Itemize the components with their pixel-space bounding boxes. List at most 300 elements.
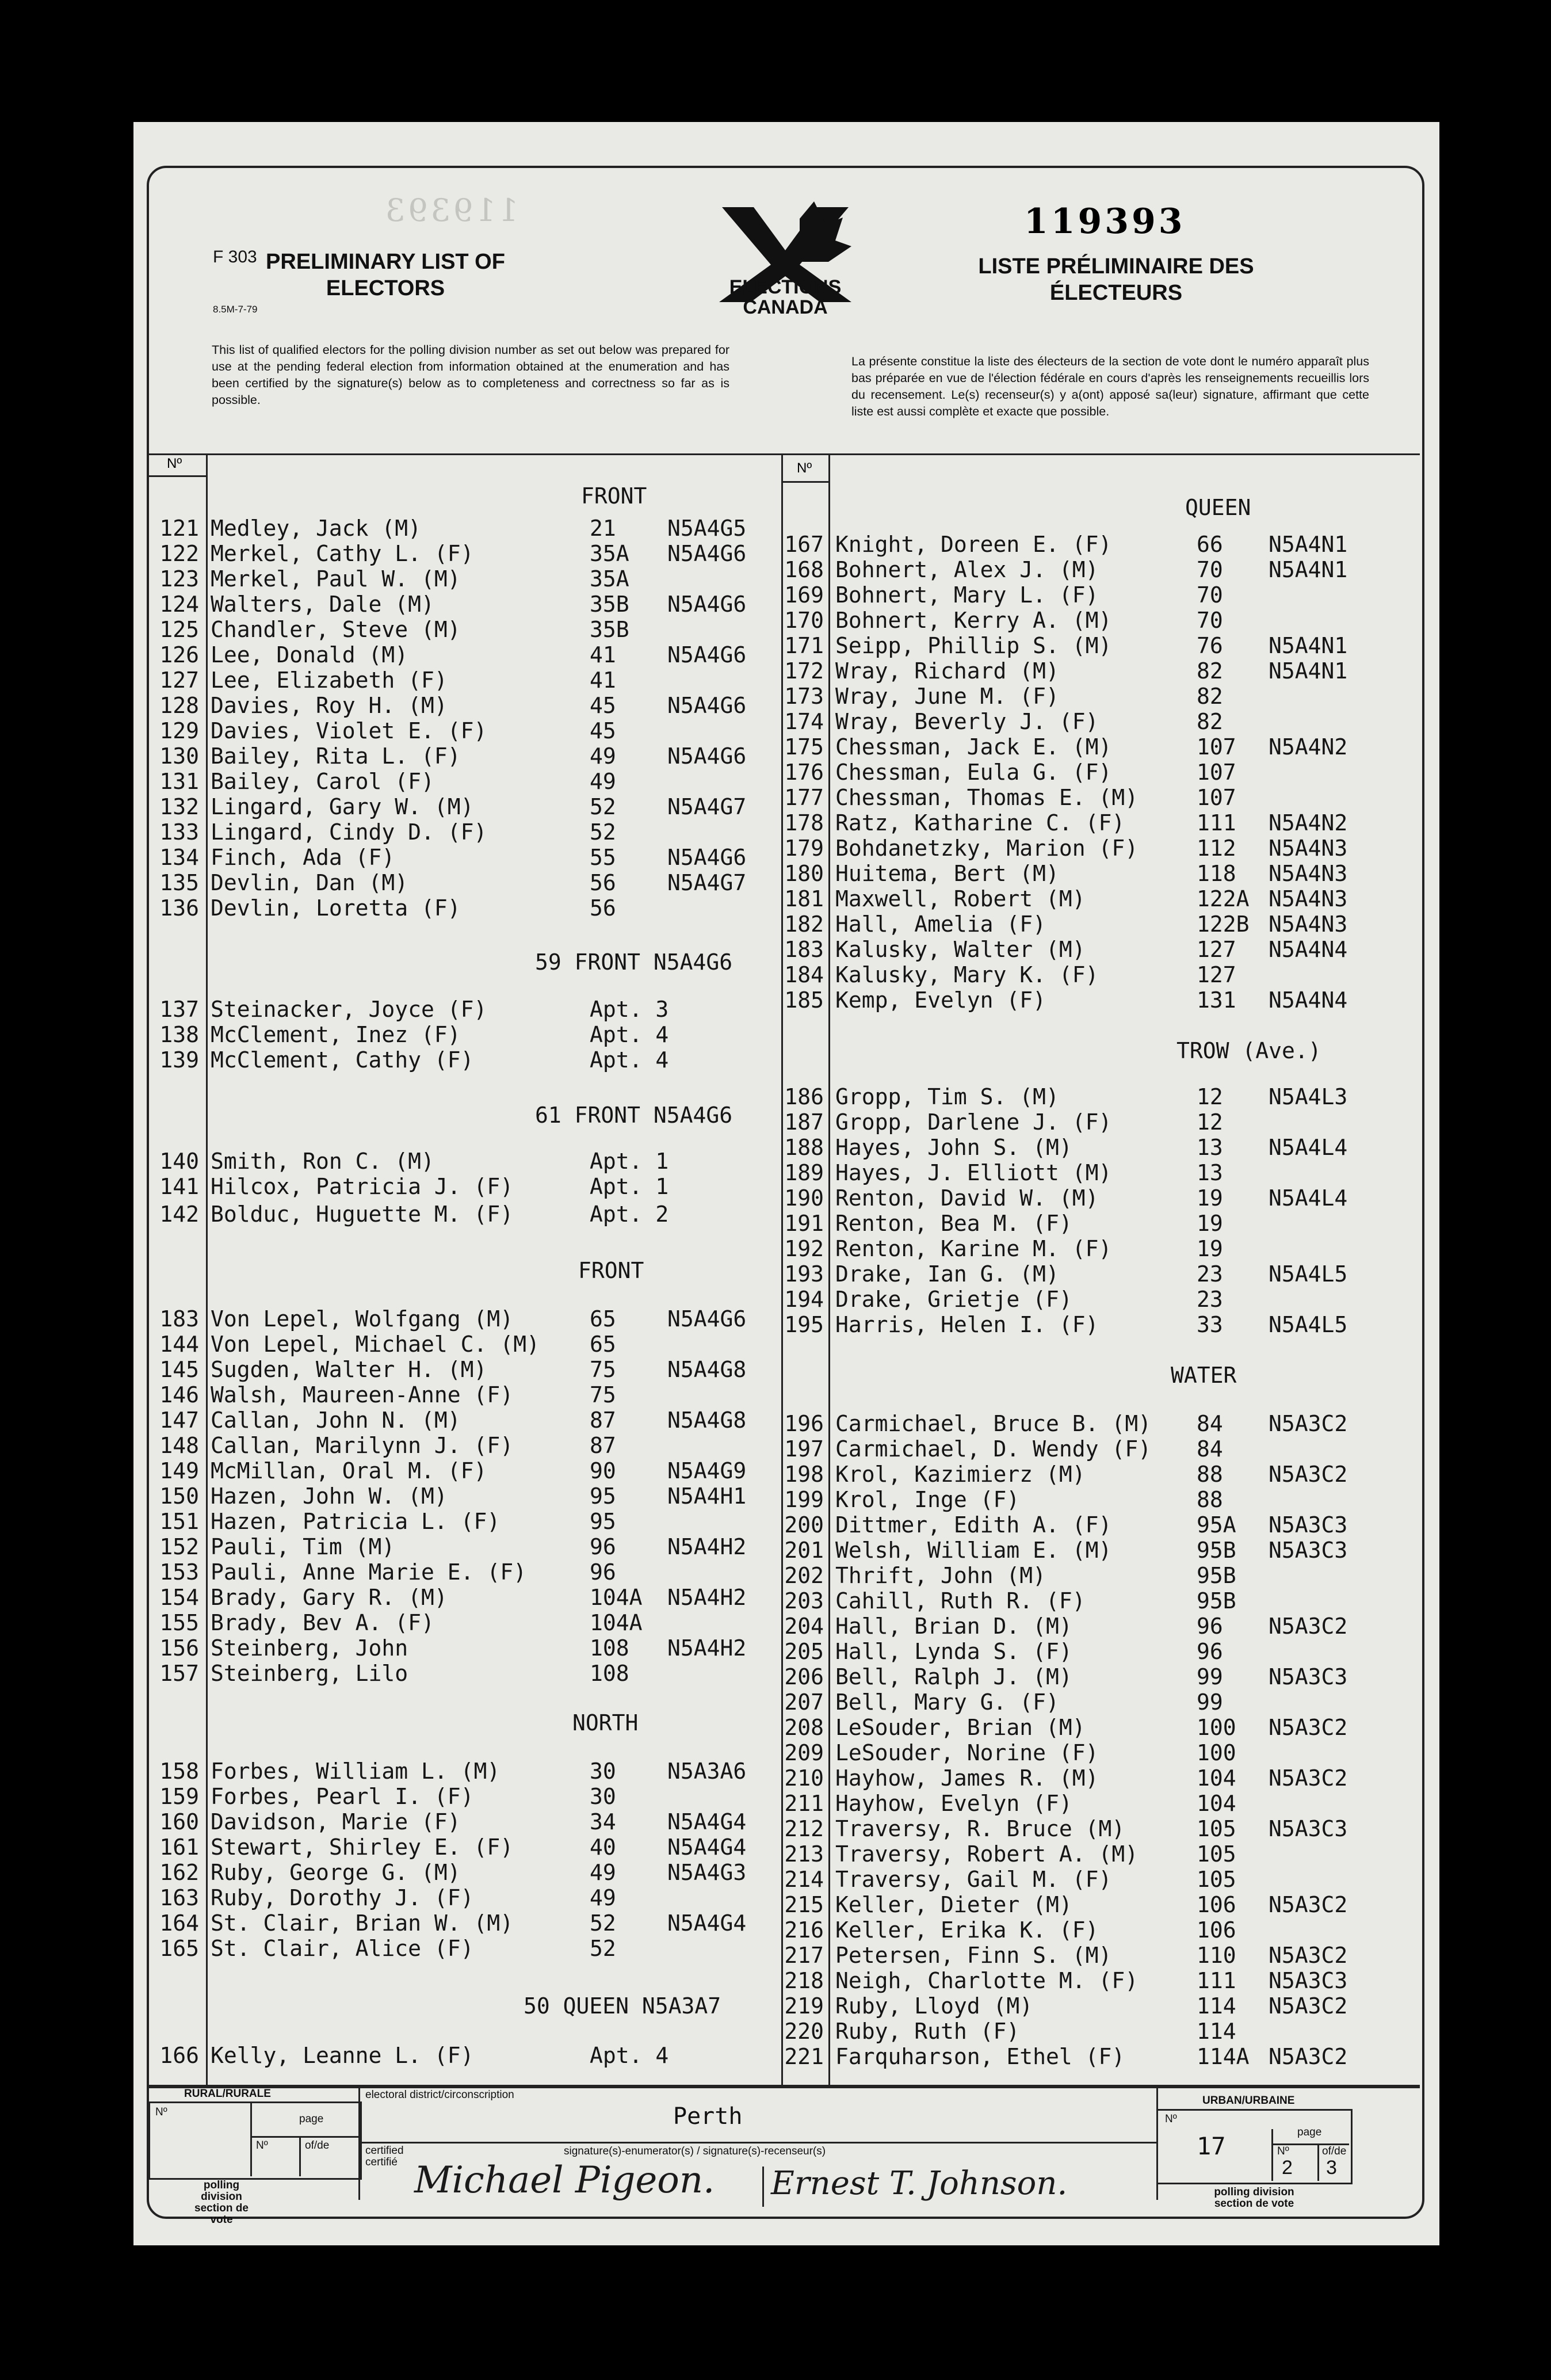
elector-postal-code: N5A4L3 <box>1269 1084 1348 1109</box>
elector-postal-code: N5A4G6 <box>667 743 747 769</box>
elector-number: 131 <box>159 769 199 794</box>
elector-address: 49 <box>590 769 616 794</box>
elector-number: 147 <box>159 1408 199 1433</box>
elector-name: Chessman, Thomas E. (M) <box>835 785 1139 810</box>
elector-address: 99 <box>1197 1689 1223 1715</box>
elector-number: 194 <box>784 1287 824 1312</box>
elector-number: 174 <box>784 709 824 734</box>
elector-number: 154 <box>159 1585 199 1610</box>
elector-address: 70 <box>1197 582 1223 608</box>
street-heading: NORTH <box>572 1710 639 1736</box>
elector-postal-code: N5A4G8 <box>667 1357 747 1382</box>
elector-name: Thrift, John (M) <box>835 1563 1046 1588</box>
elector-address: 33 <box>1197 1312 1223 1337</box>
elector-address: 52 <box>590 1936 616 1961</box>
elector-number: 155 <box>159 1610 199 1635</box>
elector-number: 128 <box>159 693 199 718</box>
elector-address: 106 <box>1197 1917 1236 1943</box>
elector-name: Huitema, Bert (M) <box>835 861 1059 886</box>
elector-postal-code: N5A4N1 <box>1269 658 1348 684</box>
elector-address: 66 <box>1197 532 1223 557</box>
elector-number: 172 <box>784 658 824 684</box>
elector-address: 52 <box>590 819 616 845</box>
elector-name: Ruby, Dorothy J. (F) <box>211 1885 474 1910</box>
elector-postal-code: N5A4N3 <box>1269 861 1348 886</box>
elector-address: 99 <box>1197 1664 1223 1689</box>
elector-name: Traversy, Gail M. (F) <box>835 1867 1112 1892</box>
elector-name: McClement, Inez (F) <box>211 1022 461 1047</box>
elector-name: LeSouder, Brian (M) <box>835 1715 1086 1740</box>
elector-number: 136 <box>159 895 199 921</box>
elector-address: 84 <box>1197 1436 1223 1462</box>
elector-postal-code: N5A4N3 <box>1269 886 1348 911</box>
elector-number: 176 <box>784 760 824 785</box>
elector-number: 210 <box>784 1765 824 1791</box>
elector-postal-code: N5A4N4 <box>1269 987 1348 1013</box>
elector-address: 95 <box>590 1483 616 1509</box>
elector-address: Apt. 1 <box>590 1149 669 1174</box>
rural-page-divider <box>250 2136 358 2138</box>
elector-address: 35A <box>590 566 629 592</box>
elector-number: 140 <box>159 1149 199 1174</box>
notice-english: This list of qualified electors for the polling division number as set out below was prepared for use at the pending federal election from information obtained at the enumeration and has been certified by the signature(s) below as to completeness and correctness so far as is possible. <box>212 343 729 407</box>
elector-address: Apt. 3 <box>590 997 669 1022</box>
elector-number: 201 <box>784 1538 824 1563</box>
elector-address: 127 <box>1197 962 1236 987</box>
rural-no-divider <box>250 2101 252 2176</box>
elector-name: Wray, Richard (M) <box>835 658 1059 684</box>
elector-number: 203 <box>784 1588 824 1614</box>
elector-number: 122 <box>159 541 199 566</box>
elector-name: Neigh, Charlotte M. (F) <box>835 1968 1139 1993</box>
elector-number: 158 <box>159 1759 199 1784</box>
right-number-column-rule <box>828 453 830 2085</box>
urban-of-label: of/de <box>1322 2145 1347 2157</box>
elector-name: Traversy, Robert A. (M) <box>835 1841 1139 1867</box>
elector-name: Bolduc, Huguette M. (F) <box>211 1202 514 1227</box>
rural-page-label: page <box>299 2113 324 2125</box>
elector-name: Hall, Lynda S. (F) <box>835 1639 1072 1664</box>
elector-postal-code: N5A4G4 <box>667 1809 747 1834</box>
elector-name: LeSouder, Norine (F) <box>835 1740 1099 1765</box>
elector-name: Seipp, Phillip S. (M) <box>835 633 1112 658</box>
elector-number: 121 <box>159 516 199 541</box>
elector-address: 108 <box>590 1661 629 1686</box>
elector-number: 192 <box>784 1236 824 1261</box>
elector-address: 111 <box>1197 810 1236 836</box>
elector-address: 114 <box>1197 2019 1236 2044</box>
elector-postal-code: N5A4G7 <box>667 794 747 819</box>
elector-number: 132 <box>159 794 199 819</box>
elector-number: 145 <box>159 1357 199 1382</box>
elector-name: Steinacker, Joyce (F) <box>211 997 487 1022</box>
elector-number: 148 <box>159 1433 199 1458</box>
elector-address: 104 <box>1197 1791 1236 1816</box>
elector-name: Forbes, William L. (M) <box>211 1759 501 1784</box>
elector-name: Devlin, Dan (M) <box>211 870 408 895</box>
serial-number: 119393 <box>1024 201 1186 242</box>
elector-number: 205 <box>784 1639 824 1664</box>
elector-name: Kalusky, Walter (M) <box>835 937 1086 962</box>
elector-number: 135 <box>159 870 199 895</box>
elector-postal-code: N5A4G3 <box>667 1860 747 1885</box>
elector-postal-code: N5A3C3 <box>1269 1512 1348 1538</box>
elector-number: 189 <box>784 1160 824 1185</box>
elector-name: Ruby, Ruth (F) <box>835 2019 1020 2044</box>
elector-postal-code: N5A3A6 <box>667 1759 747 1784</box>
elector-name: Petersen, Finn S. (M) <box>835 1943 1112 1968</box>
left-number-column-rule <box>206 453 208 2085</box>
elector-name: Chandler, Steve (M) <box>211 617 461 642</box>
elector-address: 65 <box>590 1306 616 1332</box>
rural-box <box>148 2101 362 2180</box>
elector-number: 149 <box>159 1458 199 1483</box>
elector-name: Bohnert, Mary L. (F) <box>835 582 1099 608</box>
elector-name: Sugden, Walter H. (M) <box>211 1357 487 1382</box>
elector-number: 179 <box>784 836 824 861</box>
elector-name: Hazen, Patricia L. (F) <box>211 1509 501 1534</box>
certified-label: certified certifié <box>365 2145 404 2168</box>
urban-page-no-value: 2 <box>1282 2157 1293 2179</box>
elector-address: 75 <box>590 1357 616 1382</box>
elector-name: Steinberg, Lilo <box>211 1661 408 1686</box>
elector-name: Lingard, Gary W. (M) <box>211 794 474 819</box>
elector-name: Renton, Karine M. (F) <box>835 1236 1112 1261</box>
elector-postal-code: N5A4G4 <box>667 1910 747 1936</box>
title-english: PRELIMINARY LIST OF ELECTORS <box>266 250 505 300</box>
street-heading: WATER <box>1171 1363 1237 1388</box>
elector-postal-code: N5A3C2 <box>1269 1892 1348 1917</box>
elector-name: Keller, Dieter (M) <box>835 1892 1072 1917</box>
elector-number: 150 <box>159 1483 199 1509</box>
elector-postal-code: N5A4G6 <box>667 592 747 617</box>
title-french: LISTE PRÉLIMINAIRE DES ÉLECTEURS <box>978 254 1254 305</box>
elector-address: 104A <box>590 1585 643 1610</box>
elector-name: Wray, Beverly J. (F) <box>835 709 1099 734</box>
elector-postal-code: N5A3C3 <box>1269 1664 1348 1689</box>
elector-name: Hayhow, Evelyn (F) <box>835 1791 1072 1816</box>
elector-postal-code: N5A4G9 <box>667 1458 747 1483</box>
elector-number: 178 <box>784 810 824 836</box>
elector-number: 152 <box>159 1534 199 1559</box>
elector-address: 34 <box>590 1809 616 1834</box>
elector-name: Walters, Dale (M) <box>211 592 434 617</box>
elector-address: 19 <box>1197 1211 1223 1236</box>
elector-number: 206 <box>784 1664 824 1689</box>
elector-address: 131 <box>1197 987 1236 1013</box>
elector-name: Chessman, Jack E. (M) <box>835 734 1112 760</box>
elector-number: 124 <box>159 592 199 617</box>
elector-number: 184 <box>784 962 824 987</box>
elector-address: 96 <box>590 1534 616 1559</box>
elector-number: 214 <box>784 1867 824 1892</box>
elector-number: 202 <box>784 1563 824 1588</box>
elector-name: Harris, Helen I. (F) <box>835 1312 1099 1337</box>
elector-number: 142 <box>159 1202 199 1227</box>
left-no-header: Nº <box>167 456 182 471</box>
elector-name: Keller, Erika K. (F) <box>835 1917 1099 1943</box>
elector-address: 87 <box>590 1408 616 1433</box>
elector-name: Callan, Marilynn J. (F) <box>211 1433 514 1458</box>
elector-postal-code: N5A4G5 <box>667 516 747 541</box>
elector-address: 82 <box>1197 658 1223 684</box>
elector-name: Kalusky, Mary K. (F) <box>835 962 1099 987</box>
elector-number: 167 <box>784 532 824 557</box>
elector-number: 197 <box>784 1436 824 1462</box>
elector-postal-code: N5A3C2 <box>1269 2044 1348 2069</box>
elector-name: Davidson, Marie (F) <box>211 1809 461 1834</box>
elector-number: 180 <box>784 861 824 886</box>
elector-address: 127 <box>1197 937 1236 962</box>
elector-address: 12 <box>1197 1084 1223 1109</box>
elector-name: Welsh, William E. (M) <box>835 1538 1112 1563</box>
elector-address: 56 <box>590 895 616 921</box>
elector-postal-code: N5A3C2 <box>1269 1765 1348 1791</box>
elector-name: Bailey, Rita L. (F) <box>211 743 461 769</box>
elector-address: 95A <box>1197 1512 1236 1538</box>
elector-postal-code: N5A4G6 <box>667 845 747 870</box>
elector-number: 191 <box>784 1211 824 1236</box>
street-heading: TROW (Ave.) <box>1176 1038 1321 1063</box>
elector-name: Bohdanetzky, Marion (F) <box>835 836 1139 861</box>
elector-number: 159 <box>159 1784 199 1809</box>
elector-address: 108 <box>590 1635 629 1661</box>
elector-name: Gropp, Tim S. (M) <box>835 1084 1059 1109</box>
elector-name: Hall, Brian D. (M) <box>835 1614 1072 1639</box>
elector-name: McClement, Cathy (F) <box>211 1047 474 1073</box>
elector-postal-code: N5A4N1 <box>1269 532 1348 557</box>
elector-number: 209 <box>784 1740 824 1765</box>
elector-number: 183 <box>159 1306 199 1332</box>
enumerator-signature-2: Ernest T. Johnson. <box>771 2165 1068 2202</box>
elector-address: 88 <box>1197 1487 1223 1512</box>
elector-address: 13 <box>1197 1160 1223 1185</box>
elector-number: 218 <box>784 1968 824 1993</box>
elector-address: 106 <box>1197 1892 1236 1917</box>
elector-postal-code: N5A4N1 <box>1269 633 1348 658</box>
elector-address: 95B <box>1197 1538 1236 1563</box>
elector-postal-code: N5A4G7 <box>667 870 747 895</box>
elector-name: Krol, Kazimierz (M) <box>835 1462 1086 1487</box>
elector-name: Bell, Mary G. (F) <box>835 1689 1059 1715</box>
elector-number: 187 <box>784 1109 824 1135</box>
elector-name: Lee, Donald (M) <box>211 642 408 668</box>
elector-name: Von Lepel, Michael C. (M) <box>211 1332 540 1357</box>
electoral-district-value: Perth <box>673 2103 743 2130</box>
elector-name: Pauli, Tim (M) <box>211 1534 395 1559</box>
elector-name: McMillan, Oral M. (F) <box>211 1458 487 1483</box>
elector-address: 96 <box>1197 1639 1223 1664</box>
elector-address: 95 <box>590 1509 616 1534</box>
elector-postal-code: N5A4G4 <box>667 1834 747 1860</box>
elector-number: 190 <box>784 1185 824 1211</box>
urban-label: URBAN/URBAINE <box>1202 2095 1295 2107</box>
elector-address: 84 <box>1197 1411 1223 1436</box>
elector-name: Knight, Doreen E. (F) <box>835 532 1112 557</box>
elector-name: St. Clair, Alice (F) <box>211 1936 474 1961</box>
elector-address: 70 <box>1197 608 1223 633</box>
elector-address: 49 <box>590 743 616 769</box>
elector-name: Dittmer, Edith A. (F) <box>835 1512 1112 1538</box>
elector-name: Pauli, Anne Marie E. (F) <box>211 1559 527 1585</box>
elector-address: 41 <box>590 668 616 693</box>
urban-no-label: Nº <box>1165 2113 1177 2125</box>
elector-number: 212 <box>784 1816 824 1841</box>
elector-address: Apt. 1 <box>590 1174 669 1199</box>
elector-number: 182 <box>784 911 824 937</box>
street-heading: FRONT <box>581 483 647 509</box>
elector-address: 107 <box>1197 734 1236 760</box>
elector-number: 175 <box>784 734 824 760</box>
elector-postal-code: N5A4L4 <box>1269 1135 1348 1160</box>
elector-number: 164 <box>159 1910 199 1936</box>
elector-name: Smith, Ron C. (M) <box>211 1149 434 1174</box>
elector-number: 134 <box>159 845 199 870</box>
elector-number: 211 <box>784 1791 824 1816</box>
elector-name: Forbes, Pearl I. (F) <box>211 1784 474 1809</box>
elector-address: 45 <box>590 693 616 718</box>
elector-number: 157 <box>159 1661 199 1686</box>
elector-address: 95B <box>1197 1588 1236 1614</box>
elector-number: 162 <box>159 1860 199 1885</box>
elector-address: 114A <box>1197 2044 1250 2069</box>
elector-address: 55 <box>590 845 616 870</box>
elections-canada-logo <box>713 196 857 328</box>
elector-address: 23 <box>1197 1261 1223 1287</box>
elector-postal-code: N5A4G6 <box>667 1306 747 1332</box>
elector-address: 87 <box>590 1433 616 1458</box>
elector-postal-code: N5A4L5 <box>1269 1312 1348 1337</box>
elector-address: Apt. 4 <box>590 1022 669 1047</box>
elector-address: 95B <box>1197 1563 1236 1588</box>
elector-name: Bailey, Carol (F) <box>211 769 434 794</box>
elector-number: 200 <box>784 1512 824 1538</box>
logo-text: ELECTIONS <box>729 276 842 298</box>
elector-postal-code: N5A3C2 <box>1269 1411 1348 1436</box>
elector-number: 204 <box>784 1614 824 1639</box>
elector-address: 112 <box>1197 836 1236 861</box>
elector-postal-code: N5A4H2 <box>667 1635 747 1661</box>
elector-number: 193 <box>784 1261 824 1287</box>
elector-postal-code: N5A4N4 <box>1269 937 1348 962</box>
signature-label: signature(s)-enumerator(s) / signature(s)-recenseur(s) <box>564 2145 826 2157</box>
elector-name: Cahill, Ruth R. (F) <box>835 1588 1086 1614</box>
elector-postal-code: N5A4G6 <box>667 541 747 566</box>
elector-name: Ruby, George G. (M) <box>211 1860 461 1885</box>
elector-name: Krol, Inge (F) <box>835 1487 1020 1512</box>
elector-number: 177 <box>784 785 824 810</box>
street-heading: QUEEN <box>1185 495 1251 520</box>
elector-postal-code: N5A3C2 <box>1269 1715 1348 1740</box>
elector-address: 118 <box>1197 861 1236 886</box>
elector-address: 107 <box>1197 760 1236 785</box>
elector-number: 170 <box>784 608 824 633</box>
elector-address: 52 <box>590 1910 616 1936</box>
elector-address: 76 <box>1197 633 1223 658</box>
elector-name: Carmichael, Bruce B. (M) <box>835 1411 1152 1436</box>
elector-number: 169 <box>784 582 824 608</box>
elector-address: 56 <box>590 870 616 895</box>
elector-name: Bell, Ralph J. (M) <box>835 1664 1072 1689</box>
elector-name: Brady, Bev A. (F) <box>211 1610 434 1635</box>
elector-address: 35A <box>590 541 629 566</box>
elector-postal-code: N5A3C2 <box>1269 1462 1348 1487</box>
elector-postal-code: N5A3C2 <box>1269 1993 1348 2019</box>
notice-french: La présente constitue la liste des électeurs de la section de vote dont le numéro apparaît plus bas préparée en vue de l'élection fédérale en cours d'après les renseignements recueillis lors du recensement. Le(s) recenseur(s) y a(ont) apposé sa(leur) signature, affirmant que cette liste est aussi complète et exacte que possible. <box>851 354 1369 418</box>
street-heading: 59 FRONT N5A4G6 <box>535 949 733 975</box>
rural-page-no-label: Nº <box>256 2139 268 2152</box>
elector-name: Bohnert, Kerry A. (M) <box>835 608 1112 633</box>
elector-name: Bohnert, Alex J. (M) <box>835 557 1099 582</box>
elector-number: 168 <box>784 557 824 582</box>
elector-number: 213 <box>784 1841 824 1867</box>
elector-name: Medley, Jack (M) <box>211 516 422 541</box>
right-no-header-rule <box>781 481 828 483</box>
urban-page-label: page <box>1297 2126 1322 2138</box>
elector-address: 104A <box>590 1610 643 1635</box>
urban-page-of-value: 3 <box>1326 2157 1337 2179</box>
elector-number: 219 <box>784 1993 824 2019</box>
elector-postal-code: N5A4N3 <box>1269 836 1348 861</box>
elector-postal-code: N5A4N1 <box>1269 557 1348 582</box>
elector-number: 216 <box>784 1917 824 1943</box>
elector-number: 171 <box>784 633 824 658</box>
elector-name: Hayhow, James R. (M) <box>835 1765 1099 1791</box>
elector-number: 133 <box>159 819 199 845</box>
elector-name: Hazen, John W. (M) <box>211 1483 448 1509</box>
elector-number: 207 <box>784 1689 824 1715</box>
elector-address: 65 <box>590 1332 616 1357</box>
elector-name: Merkel, Paul W. (M) <box>211 566 461 592</box>
elector-number: 141 <box>159 1174 199 1199</box>
elector-address: 122A <box>1197 886 1250 911</box>
elector-name: Davies, Violet E. (F) <box>211 718 487 743</box>
elector-number: 151 <box>159 1509 199 1534</box>
elector-address: 41 <box>590 642 616 668</box>
elector-name: Renton, Bea M. (F) <box>835 1211 1072 1236</box>
elector-name: Gropp, Darlene J. (F) <box>835 1109 1112 1135</box>
elector-address: 88 <box>1197 1462 1223 1487</box>
elector-address: 52 <box>590 794 616 819</box>
elector-address: 49 <box>590 1885 616 1910</box>
elector-name: Finch, Ada (F) <box>211 845 395 870</box>
elector-name: Maxwell, Robert (M) <box>835 886 1086 911</box>
elector-number: 195 <box>784 1312 824 1337</box>
electoral-district-label: electoral district/circonscription <box>365 2089 514 2101</box>
elector-address: 105 <box>1197 1841 1236 1867</box>
urban-no-value: 17 <box>1197 2132 1226 2160</box>
elector-address: 100 <box>1197 1715 1236 1740</box>
print-code: 8.5M-7-79 <box>213 304 258 315</box>
elector-number: 144 <box>159 1332 199 1357</box>
elector-postal-code: N5A3C3 <box>1269 1968 1348 1993</box>
elector-number: 183 <box>784 937 824 962</box>
elector-postal-code: N5A3C2 <box>1269 1943 1348 1968</box>
elector-address: 104 <box>1197 1765 1236 1791</box>
elector-name: Ratz, Katharine C. (F) <box>835 810 1125 836</box>
rural-no-label: Nº <box>155 2106 167 2118</box>
elector-number: 220 <box>784 2019 824 2044</box>
elector-name: Steinberg, John <box>211 1635 408 1661</box>
elector-number: 138 <box>159 1022 199 1047</box>
elector-postal-code: N5A3C3 <box>1269 1538 1348 1563</box>
elector-name: Lee, Elizabeth (F) <box>211 668 448 693</box>
elector-name: Renton, David W. (M) <box>835 1185 1099 1211</box>
elector-address: 30 <box>590 1784 616 1809</box>
elector-number: 126 <box>159 642 199 668</box>
elector-name: Farquharson, Ethel (F) <box>835 2044 1125 2069</box>
elector-postal-code: N5A4H2 <box>667 1534 747 1559</box>
